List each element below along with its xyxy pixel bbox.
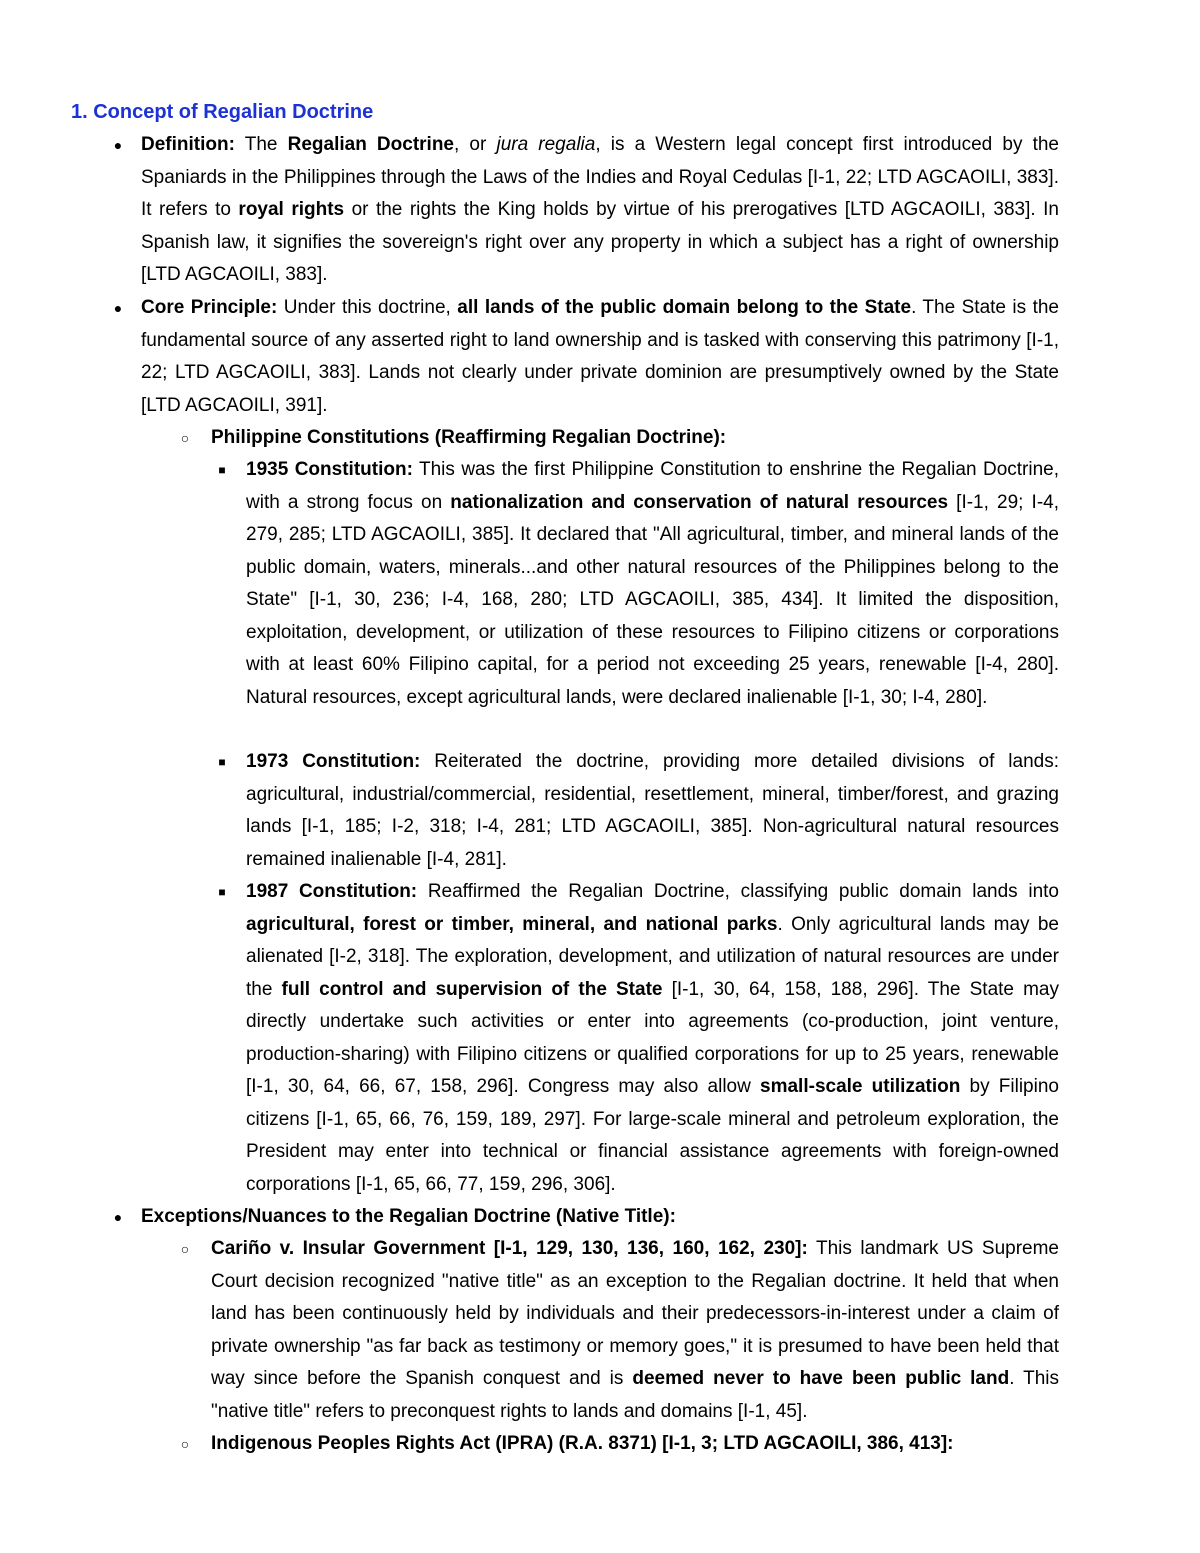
c1935-text: 1935 Constitution: This was the first Philippine Constitution to enshrine the Regalian Doctrine, with a strong focus on nationalization and conservation of natural resources [I-1, 29; I-4, 279, 285; LTD AGCAOILI, 385]. It declared that "All agricultural, timber, and mineral lands of the public domain, waters, minerals...and other natural resources of the Philippines belong to the State" [I-1, 30, 236; I-4, 168, 280; LTD AGCAOILI, 385, 434]. It limited the disposition, exploitation, development, or utilization of these resources to Filipino citizens or corporations with at least 60% Filipino capital, for a period not exceeding 25 years, renewable [I-4, 280]. Natural resources, except agricultural lands, were declared inalienable [I-1, 30; I-4, 280]. bbox=[246, 459, 1060, 708]
item-1987-constitution bbox=[218, 876, 1059, 1201]
bullet-marker: ○ bbox=[180, 430, 190, 446]
bullet-core-principle bbox=[113, 292, 1059, 422]
bullet-marker: ○ bbox=[180, 1241, 190, 1257]
subbullet-ipra bbox=[180, 1428, 1059, 1461]
c1987-text: 1987 Constitution: Reaffirmed the Regalian Doctrine, classifying public domain lands into agricultural, forest or timber, mineral, and national parks. Only agricultural lands may be alienated [I-2, 318]. The exploration, development, and utilization of natural resources are under the full control and supervision of the State [I-1, 30, 64, 158, 188, 296]. The State may directly undertake such activities or enter into agreements (co-production, joint venture, production-sharing) with Filipino citizens or qualified corporations for up to 25 years, renewable [I-1, 30, 64, 66, 67, 158, 296]. Congress may also allow small-scale utilization by Filipino citizens [I-1, 65, 66, 76, 159, 189, 297]. For large-scale mineral and petroleum exploration, the President may enter into technical or financial assistance agreements with foreign-owned corporations [I-1, 65, 66, 77, 159, 296, 306]. bbox=[246, 881, 1059, 1195]
c1973-text: 1973 Constitution: Reiterated the doctrine, providing more detailed divisions of lands: agricultural, industrial/commercial, residential, resettlement, mineral, timber/forest, and grazing lands [I-1, 185; I-2, 318; I-4, 281; LTD AGCAOILI, 385]. Non-agricultural natural resources remained inalienable [I-4, 281]. bbox=[246, 751, 1059, 870]
bullet-marker: ■ bbox=[218, 885, 226, 899]
bullet-marker: ○ bbox=[180, 1436, 190, 1452]
label-definition: Definition: bbox=[141, 134, 235, 155]
bullet-marker: ■ bbox=[218, 755, 226, 769]
carino-text: Cariño v. Insular Government [I-1, 129, 130, 136, 160, 162, 230]: This landmark US Supreme Court decision recognized "native title" as an exception to the Regalian doctrine. It held that when land has been continuously held by individuals and their predecessors-in-interest under a claim of private ownership "as far back as testimony or memory goes," it is presumed to have been held that way since before the Spanish conquest and is deemed never to have been public land. This "native title" refers to preconquest rights to lands and domains [I-1, 45]. bbox=[211, 1238, 1060, 1422]
constitutions-text: Philippine Constitutions (Reaffirming Regalian Doctrine): bbox=[211, 427, 727, 448]
bullet-marker: ● bbox=[113, 137, 123, 153]
definition-text: Definition: The Regalian Doctrine, or jura regalia, is a Western legal concept first introduced by the Spaniards in the Philippines through the Laws of the Indies and Royal Cedulas [I-1, 22; LTD AGCAOILI, 383]. It refers to royal rights or the rights the King holds by virtue of his prerogatives [LTD AGCAOILI, 383]. In Spanish law, it signifies the sovereign's right over any property in which a subject has a right of ownership [LTD AGCAOILI, 383]. bbox=[141, 134, 1060, 285]
core-principle-text: Core Principle: Under this doctrine, all lands of the public domain belong to the State. The State is the fundamental source of any asserted right to land ownership and is tasked with conserving this patrimony [I-1, 22; LTD AGCAOILI, 383]. Lands not clearly under private dominion are presumptively owned by the State [LTD AGCAOILI, 391]. bbox=[141, 297, 1059, 416]
item-1973-constitution bbox=[218, 746, 1059, 876]
subbullet-constitutions bbox=[180, 422, 1059, 455]
bullet-definition bbox=[113, 129, 1060, 292]
exceptions-text: Exceptions/Nuances to the Regalian Doctrine (Native Title): bbox=[141, 1206, 676, 1227]
section-heading: 1. Concept of Regalian Doctrine bbox=[71, 101, 374, 123]
item-1935-constitution bbox=[218, 454, 1060, 714]
ipra-text: Indigenous Peoples Rights Act (IPRA) (R.A. 8371) [I-1, 3; LTD AGCAOILI, 386, 413]: bbox=[211, 1433, 954, 1454]
bullet-marker: ● bbox=[113, 300, 123, 316]
label-core-principle: Core Principle: bbox=[141, 297, 278, 318]
bullet-exceptions bbox=[113, 1201, 1059, 1234]
subbullet-carino bbox=[180, 1233, 1060, 1428]
bullet-marker: ■ bbox=[218, 463, 226, 477]
bullet-marker: ● bbox=[113, 1209, 123, 1225]
